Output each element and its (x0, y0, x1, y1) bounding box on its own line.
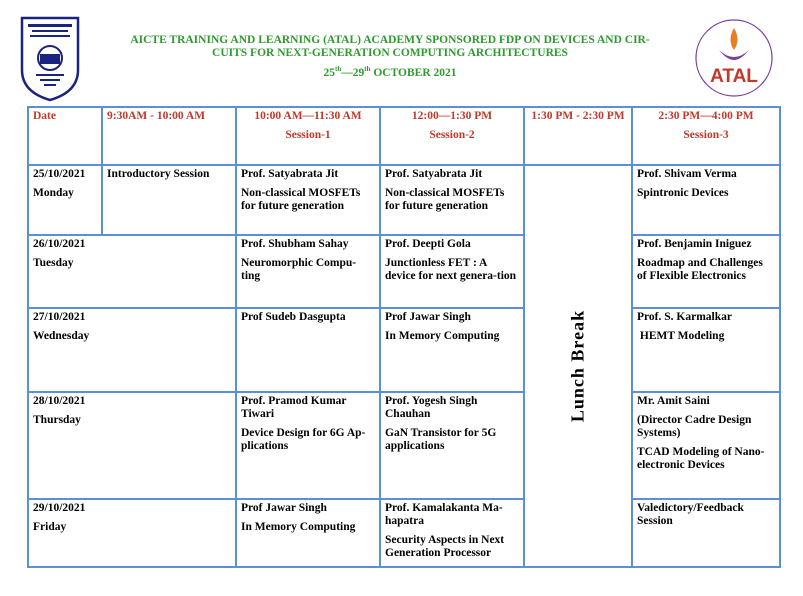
header-date: Date (28, 107, 102, 165)
title-line-1: AICTE TRAINING AND LEARNING (ATAL) ACADEMY SPONSORED FDP ON DEVICES AND CIR- (130, 34, 650, 46)
table-row (28, 308, 780, 392)
table-row (28, 392, 780, 499)
header-session-3: 2:30 PM—4:00 PM Session-3 (632, 107, 780, 165)
event-dates: 25th—29th OCTOBER 2021 (323, 65, 457, 79)
date-cell: 29/10/2021 Friday (28, 499, 236, 567)
session-3-cell: Prof. S. Karmalkar HEMT Modeling (632, 308, 780, 392)
table-row (28, 165, 780, 235)
session-1-cell: Prof. Pramod Kumar Tiwari Device Design for 6G Ap-plications (236, 392, 380, 499)
table-header-row (28, 107, 780, 165)
session-2-cell: Prof. Kamalakanta Ma-hapatra Security Aspects in Next Generation Processor (380, 499, 524, 567)
page-title (100, 34, 680, 80)
lunch-break-label: Lunch Break (567, 309, 588, 423)
header-session-2: 12:00—1:30 PM Session-2 (380, 107, 524, 165)
session-2-cell: Prof Jawar Singh In Memory Computing (380, 308, 524, 392)
title-line-2: CUITS FOR NEXT-GENERATION COMPUTING ARCHITECTURES (212, 47, 568, 59)
session-2-cell: Prof. Deepti Gola Junctionless FET : A device for next genera-tion (380, 235, 524, 308)
session-1-cell: Prof Sudeb Dasgupta (236, 308, 380, 392)
intro-session-cell: Introductory Session (102, 165, 236, 235)
date-cell: 25/10/2021 Monday (28, 165, 102, 235)
atal-logo-text: ATAL (710, 66, 758, 87)
date-cell: 28/10/2021 Thursday (28, 392, 236, 499)
session-1-cell: Prof Jawar Singh In Memory Computing (236, 499, 380, 567)
institute-logo (14, 14, 86, 102)
table-row (28, 235, 780, 308)
session-3-cell: Prof. Benjamin Iniguez Roadmap and Challenges of Flexible Electronics (632, 235, 780, 308)
lunch-break-cell (524, 165, 632, 567)
session-2-cell: Prof. Yogesh Singh Chauhan GaN Transistor for 5G applications (380, 392, 524, 499)
session-3-cell: Mr. Amit Saini (Director Cadre Design Systems) TCAD Modeling of Nano-electronic Devices (632, 392, 780, 499)
header-lunch-slot: 1:30 PM - 2:30 PM (524, 107, 632, 165)
date-cell: 27/10/2021 Wednesday (28, 308, 236, 392)
header-session-1: 10:00 AM—11:30 AM Session-1 (236, 107, 380, 165)
date-cell: 26/10/2021 Tuesday (28, 235, 236, 308)
atal-logo (689, 14, 779, 102)
header-slot-intro: 9:30AM - 10:00 AM (102, 107, 236, 165)
table-row (28, 499, 780, 567)
session-1-cell: Prof. Shubham Sahay Neuromorphic Compu-ting (236, 235, 380, 308)
flame-icon (731, 28, 738, 50)
session-2-cell: Prof. Satyabrata Jit Non-classical MOSFETs for future generation (380, 165, 524, 235)
schedule-table (27, 106, 781, 568)
session-3-cell: Prof. Shivam Verma Spintronic Devices (632, 165, 780, 235)
session-1-cell: Prof. Satyabrata Jit Non-classical MOSFETs for future generation (236, 165, 380, 235)
session-3-cell: Valedictory/Feedback Session (632, 499, 780, 567)
